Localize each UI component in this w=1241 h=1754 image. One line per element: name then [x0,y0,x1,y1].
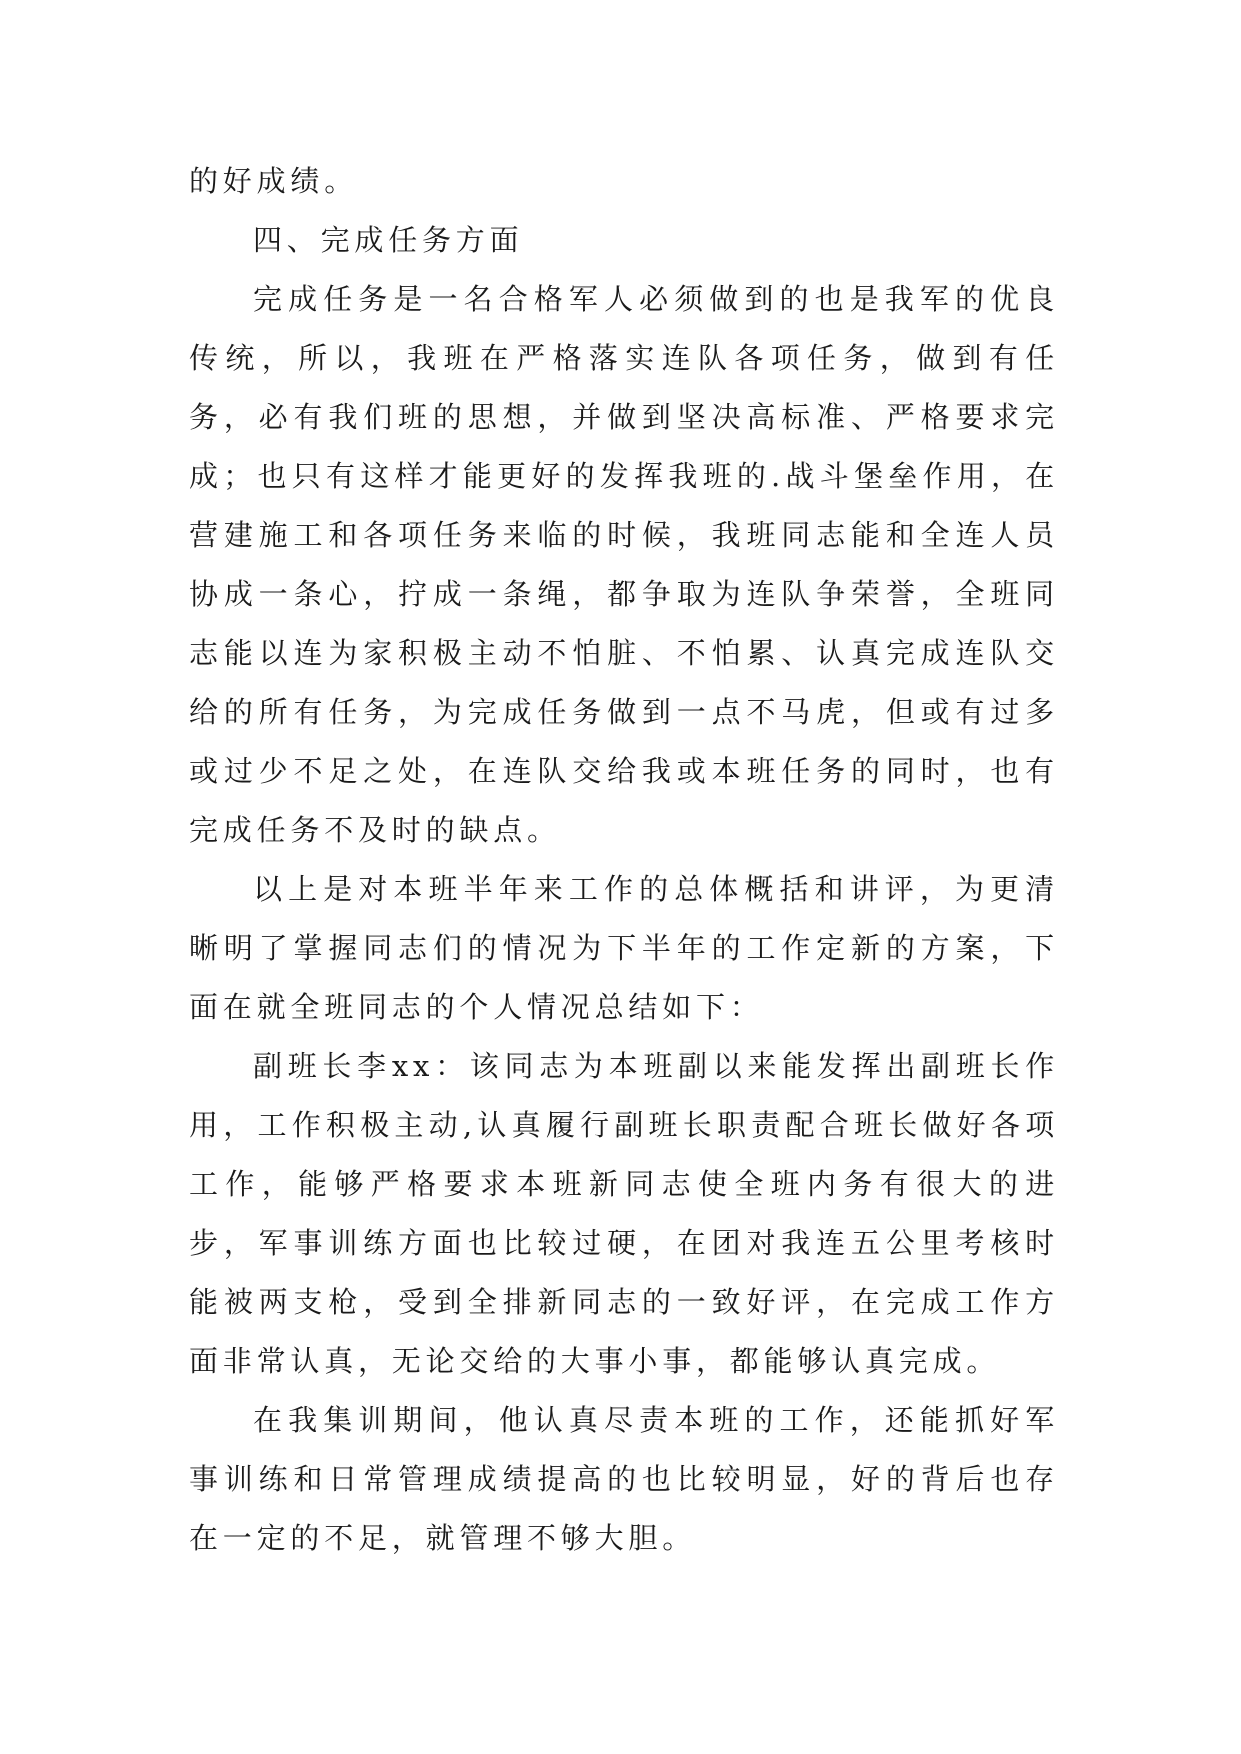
document-body [189,152,1059,1568]
paragraph-task-completion: 完成任务是一名合格军人必须做到的也是我军的优良传统，所以，我班在严格落实连队各项任务，做到有任务，必有我们班的思想，并做到坚决高标准、严格要求完成；也只有这样才能更好的发挥我班的.战斗堡垒作用，在营建施工和各项任务来临的时候，我班同志能和全连人员协成一条心，拧成一条绳，都争取为连队争荣誉，全班同志能以连为家积极主动不怕脏、不怕累、认真完成连队交给的所有任务，为完成任务做到一点不马虎，但或有过多或过少不足之处，在连队交给我或本班任务的同时，也有完成任务不及时的缺点。 [189,282,1059,847]
section-heading: 四、完成任务方面 [253,223,524,257]
paragraph-summary: 以上是对本班半年来工作的总体概括和讲评，为更清晰明了掌握同志们的情况为下半年的工作定新的方案，下面在就全班同志的个人情况总结如下： [189,872,1059,1024]
paragraph-training-period: 在我集训期间，他认真尽责本班的工作，还能抓好军事训练和日常管理成绩提高的也比较明显，好的背后也存在一定的不足，就管理不够大胆。 [189,1403,1059,1555]
paragraph-deputy-leader: 副班长李xx：该同志为本班副以来能发挥出副班长作用，工作积极主动,认真履行副班长职责配合班长做好各项工作，能够严格要求本班新同志使全班内务有很大的进步，军事训练方面也比较过硬，在团对我连五公里考核时能被两支枪，受到全排新同志的一致好评，在完成工作方面非常认真，无论交给的大事小事，都能够认真完成。 [189,1049,1059,1378]
paragraph-continuation: 的好成绩。 [189,164,359,198]
